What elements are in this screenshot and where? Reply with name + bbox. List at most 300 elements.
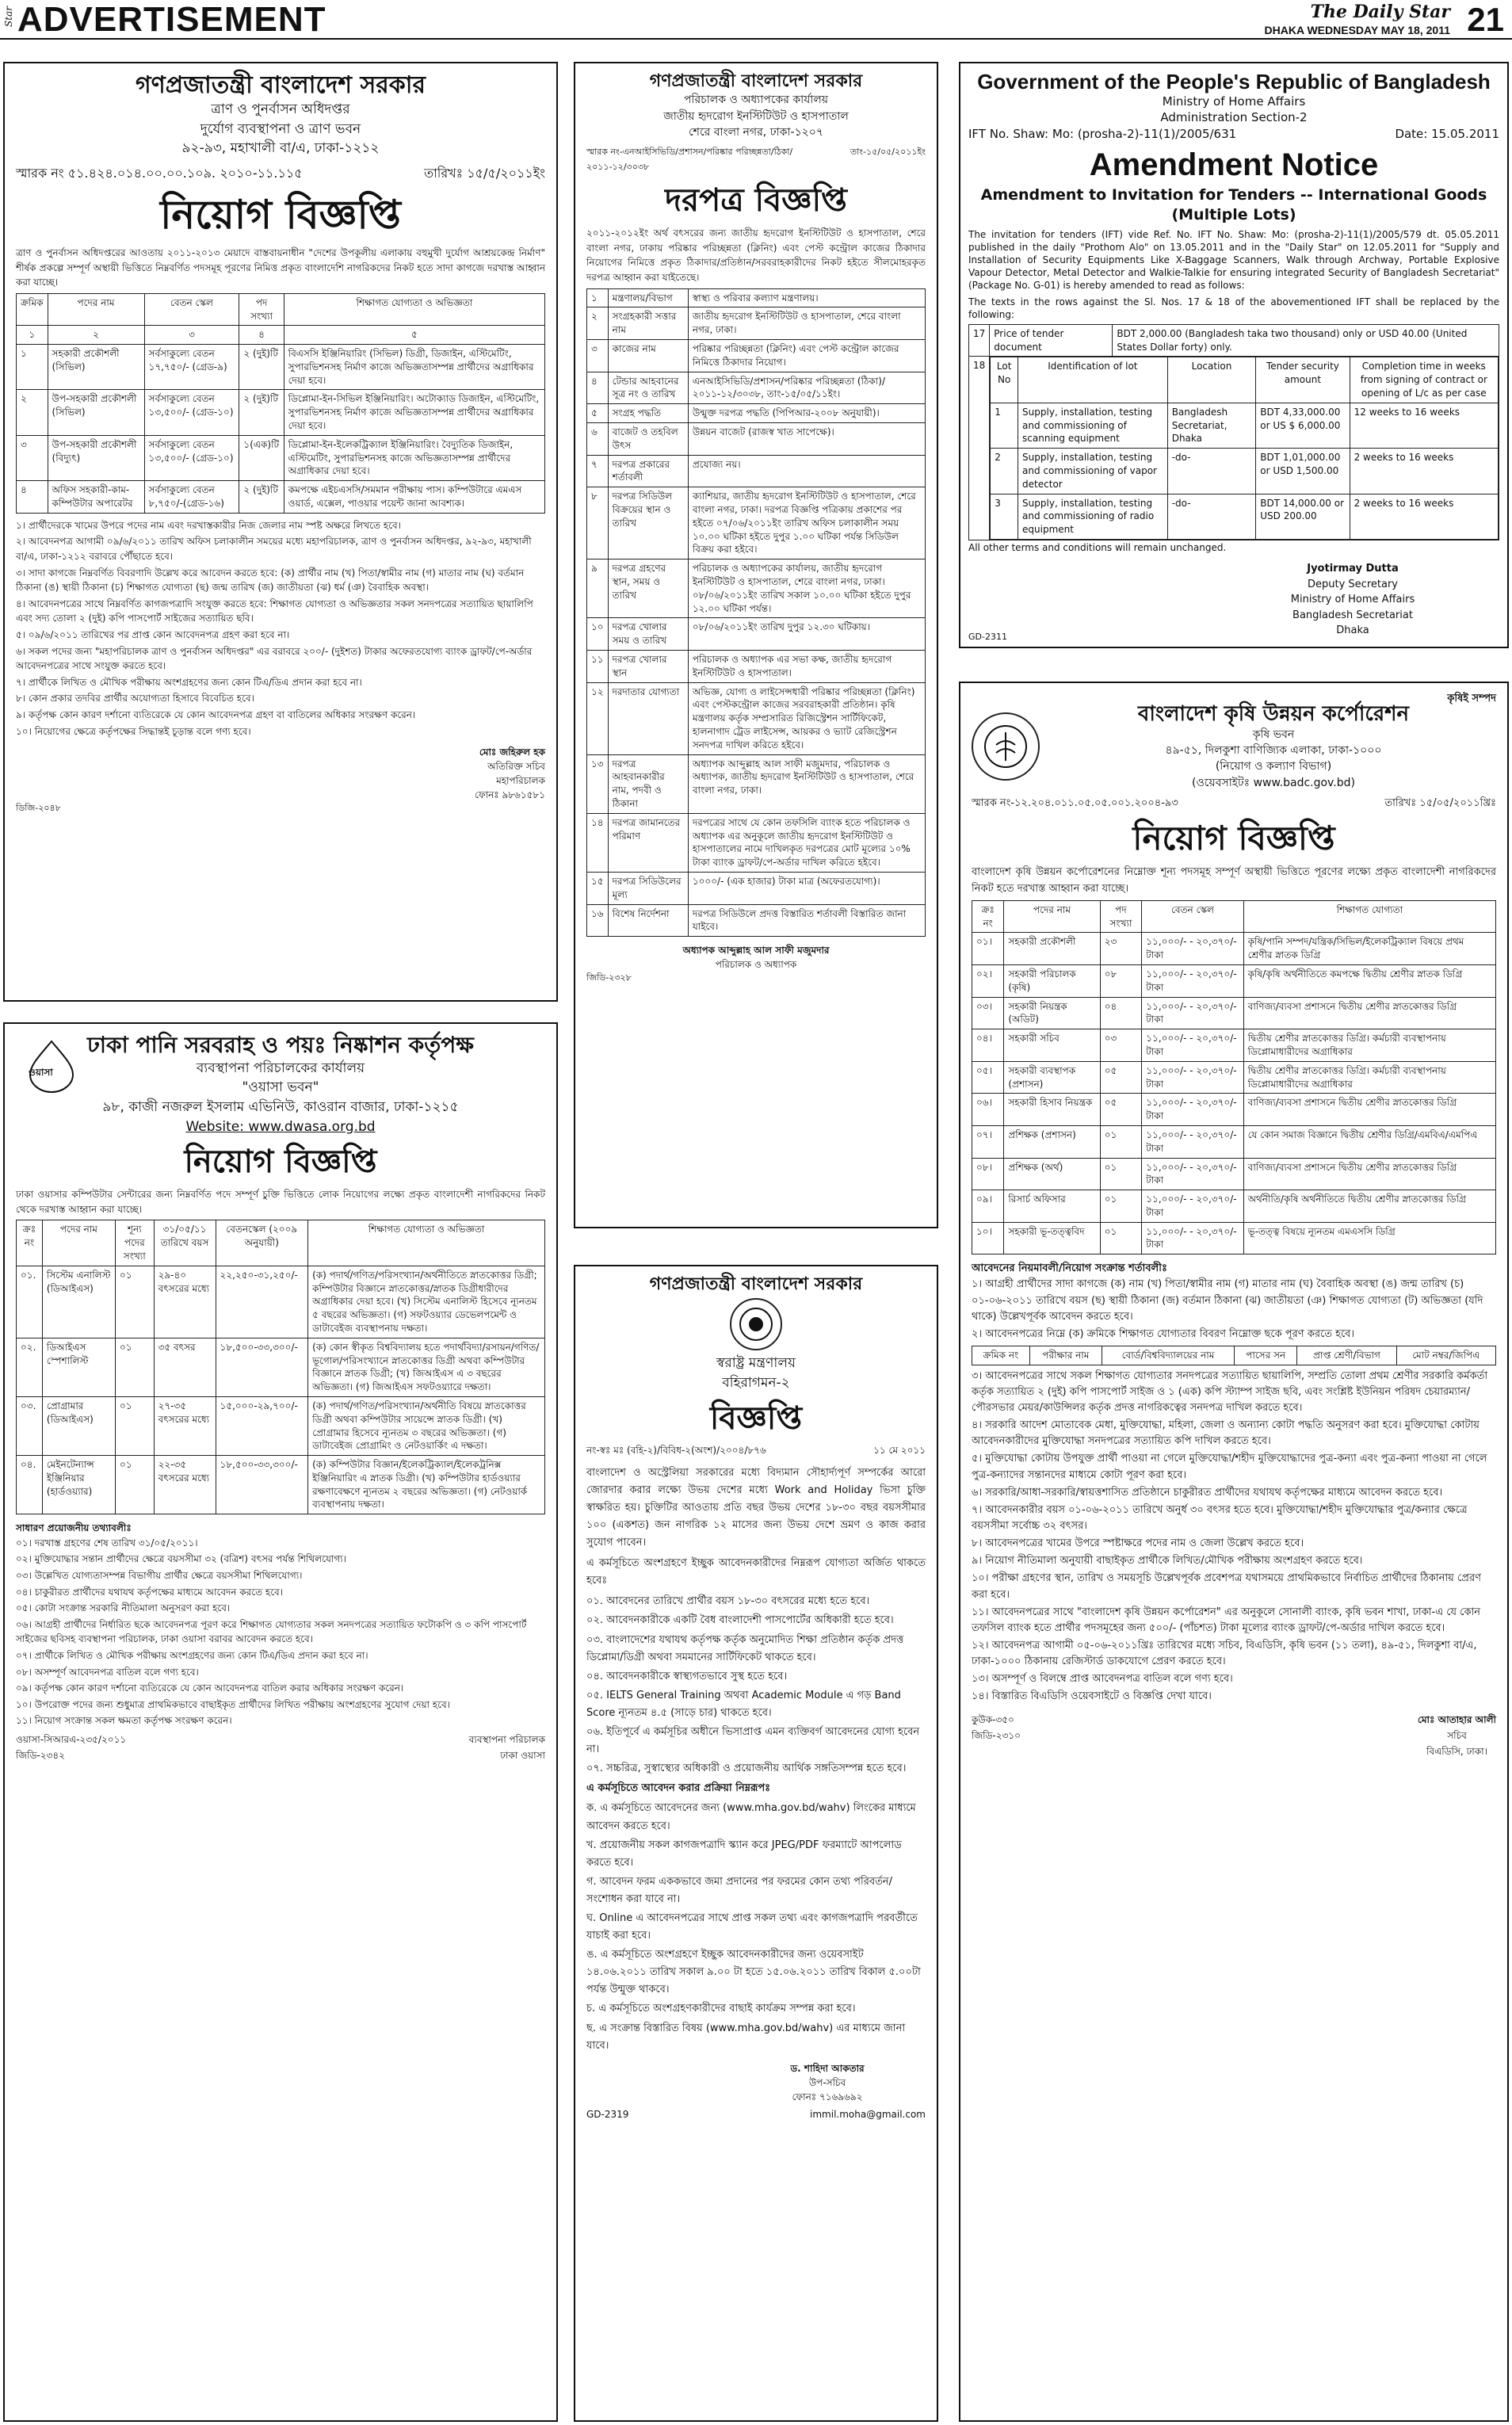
seal-icon <box>738 1306 774 1342</box>
note-item: ৬। সকল পদের জন্য "মহাপরিচালক ত্রাণ ও পুনর্বাসন অধিদপ্তর" এর বরাবরে ২০০/- (দুইশত) টাকার অফেরতযোগ্য ব্যাংক ড্রাফট/পে-অর্ডার আবেদনপত্রের সাথে সংযুক্ত করতে হবে। <box>16 645 533 672</box>
table-row <box>972 1029 1496 1062</box>
table-cell: দরদাতার যোগ্যতা <box>608 682 688 754</box>
column-header: শূন্য পদের সংখ্যা <box>115 1220 154 1266</box>
table-cell: ২২,২৫০-৩১,২৫০/- <box>216 1266 308 1338</box>
column-header: বেতন স্কেল <box>144 293 239 326</box>
condition-item: ৪। সরকারি আদেশ মোতাবেক মেধা, মুক্তিযোদ্ধা, মহিলা, জেলা ও অন্যান্য কোটা পদ্ধতি অনুসরণ করা হবে। মুক্তিযোদ্ধা কোটায় আবেদনকারীদের মুক্তিযোদ্ধা সনদপত্রের সত্যায়িত কপি দাখিল করতে হবে। <box>972 1419 1480 1448</box>
corner-tag: কৃষিই সম্পদ <box>1447 693 1496 705</box>
table-cell: ৩ <box>587 340 609 372</box>
table-cell: সহকারী সচিব <box>1004 1029 1100 1062</box>
column-header: পদ সংখ্যা <box>239 293 284 326</box>
condition-item: ৮। আবেদনপত্রের খামের উপরে স্পষ্টাক্ষরে পদের নাম ও জেলা উল্লেখ করতে হবে। <box>972 1537 1304 1550</box>
table-row <box>972 1094 1496 1126</box>
column-header: ৩১/০৫/১১ তারিখে বয়স <box>154 1220 216 1266</box>
condition-item: ১৪। বিস্তারিত বিএডিসি ওয়েবসাইটে ও বিজ্ঞপ্তি দেখা যাবে। <box>972 1690 1212 1703</box>
table-cell: বাণিজ্য/ব্যবসা প্রশাসনে দ্বিতীয় শ্রেণীর স্নাতকোত্তর ডিগ্রি <box>1243 997 1495 1029</box>
signature-block <box>16 745 545 802</box>
row-label: Price of tender document <box>990 324 1113 357</box>
table-cell: দরপত্র আহবানকারীর নাম, পদবী ও ঠিকানা <box>608 754 688 813</box>
column-number: ২ <box>48 326 144 345</box>
table-cell: ১(এক)টি <box>239 435 284 480</box>
website[interactable]: Website: www.dwasa.org.bd <box>185 1118 376 1135</box>
qualification-item: ০৭. সচ্চরিত্র, সুস্বাস্থ্যের অধিকারী ও প্রয়োজনীয় আর্থিক সঙ্গতিসম্পন্ন হতে হবে। <box>586 1762 907 1775</box>
table-cell: সহকারী ব্যবস্থাপক (প্রশাসন) <box>1004 1061 1100 1094</box>
table-cell: ১ <box>587 288 609 307</box>
table-cell: ০১ <box>115 1338 154 1396</box>
conditions-heading: আবেদনের নিয়মাবলী/নিয়োগ সংক্রান্ত শর্তাবলীঃ <box>972 1262 1167 1275</box>
table-cell: অফিস সহকারী-কাম-কম্পিউটার অপারেটর <box>48 481 144 514</box>
signatory-line: ফোনঃ ৯৮৬১৫৮১ <box>474 789 545 801</box>
table-cell: ০৩. <box>17 1396 43 1455</box>
table-cell: ০১। <box>972 933 1004 965</box>
table-cell: বিএসসি ইঞ্জিনিয়ারিং (সিভিল) ডিগ্রী, ডিজাইন, এস্টিমেটিং, সুপারভিশনসহ নির্মাণ কাজে অভিজ্ঞতাসম্পন্ন প্রার্থীদের অগ্রাধিকার দেয়া হবে। <box>284 345 544 390</box>
memo-no: স্মারক নং ৫১.৪২৪.০১৪.০০.০০.১০৯. ২০১০-১১.১১৫ <box>16 165 303 181</box>
table-cell: ০৫। <box>972 1061 1004 1094</box>
posts-table <box>16 1220 545 1514</box>
signatory-line: Ministry of Home Affairs <box>1290 594 1415 606</box>
table-cell: ০৯। <box>972 1190 1004 1223</box>
table-cell: ক্যাশিয়ার, জাতীয় হৃদরোগ ইনস্টিটিউট ও হাসপাতাল, শেরে বাংলা নগর, ঢাকা। দরপত্র বিজ্ঞপ্তি পত্রিকায় প্রকাশের পর হইতে ০৭/০৬/২০১১ইং তারিখ অফিস চলাকালীন সময় ১০.০০ ঘটিকা হইতে দুপুর ১.০০ ঘটিকা পর্যন্ত সিডিউল বিক্রয় করা হইবে। <box>688 487 925 559</box>
table-cell: সর্বসাকুল্যে বেতন ১৭,৭৫০/- (গ্রেড-৯) <box>144 345 239 390</box>
column-header: Identification of lot <box>1018 357 1168 403</box>
note-item: ৩। সাদা কাগজে নিম্নবর্ণিত বিবরণাদি উল্লেখ করে আবেদন করতে হবে: (ক) প্রার্থীর নাম (খ) পিতা/স্বামীর নাম (গ) মাতার নাম (ঘ) বর্তমান ঠিকানা (ঙ) স্থায়ী ঠিকানা (চ) শিক্ষাগত যোগ্যতা (ছ) জন্ম তারিখ (জ) জাতীয়তা (ঝ) ধর্ম (ঞ) বৈবাহিক অবস্থা। <box>16 567 525 594</box>
table-cell: ০১ <box>1100 1158 1142 1190</box>
signatory-name: মোঃ জহিরুল হক <box>479 747 545 758</box>
info-item: ০৪। চাকুরীরত প্রার্থীদের যথাযথ কর্তৃপক্ষের মাধ্যমে আবেদন করতে হবে। <box>16 1586 284 1598</box>
ad-code: কুউক-৩৫০ <box>972 1713 1014 1725</box>
table-cell: সহকারী প্রকৌশলী <box>1004 933 1100 965</box>
memo-date: তারিখঃ ১৫/৫/২০১১ইং <box>424 165 545 181</box>
table-cell: ১৫,০০০-২৯,৭০০/- <box>216 1396 308 1455</box>
table-cell: পরিষ্কার পরিচ্ছন্নতা (ক্লিনিং) এবং পেস্ট কন্ট্রোল কাজের নিমিত্তে ঠিকাদার নিয়োগ। <box>688 340 925 372</box>
info-item: ০৬। আগ্রহী প্রার্থীদের নির্ধারিত ছকে আবেদনপত্র পূরণ করে শিক্ষাগত যোগ্যতার সকল সনদপত্রের সত্যায়িত ফটোকপি ও ৩ কপি পাসপোর্ট সাইজের ছবিসহ ব্যবস্থাপনা পরিচালক, ঢাকা ওয়াসা বরাবর আবেদন করতে হবে। <box>16 1618 527 1645</box>
ad-address: ৯৮, কাজী নজরুল ইসলাম এভিনিউ, কাওরান বাজার, ঢাকা-১২১৫ <box>102 1098 459 1115</box>
signature-block <box>1418 1713 1496 1761</box>
para-2: এ কর্মসূচিতে অংশগ্রহণে ইচ্ছুক আবেদনকারীদের নিম্নরূপ যোগ্যতা অর্জিত থাকতে হবেঃ <box>586 1557 926 1587</box>
table-cell: প্রোগ্রামার (ডিআইএস) <box>42 1396 115 1455</box>
table-cell: ৭ <box>587 455 609 487</box>
column-header: বেতন স্কেল <box>1142 900 1243 933</box>
table-row <box>17 481 545 514</box>
ad-intro: ত্রাণ ও পুনর্বাসন অধিদপ্তরের আওতায় ২০১১-২০১৩ মেয়াদে বাস্তবায়নাধীন "দেশের উপকূলীয় এলাকায় বহুমুখী দুর্যোগ আশ্রয়কেন্দ্র নির্মাণ" শীর্ষক প্রকল্পে সম্পূর্ণ অস্থায়ী ভিত্তিতে নিম্নবর্ণিত পদসমূহ পূরণের নিমিত্ত প্রকৃত বাংলাদেশি নাগরিকদের নিকট হতে সাদা কাগজে দরখাস্ত আহ্বান করা যাচ্ছে। <box>16 246 545 288</box>
table-cell: ০৮। <box>972 1158 1004 1190</box>
table-cell: ২৯-৪০ বৎসরের মধ্যে <box>154 1266 216 1338</box>
website[interactable]: (ওয়েবসাইটঃ www.badc.gov.bd) <box>1192 776 1355 789</box>
table-cell: ১১,০০০/- - ২০,৩৭০/- টাকা <box>1142 1094 1243 1126</box>
ad-address: ৪৯-৫১, দিলকুশা বাণিজ্যিক এলাকা, ঢাকা-১০০০ <box>1165 743 1382 757</box>
table-row <box>972 933 1496 965</box>
signatory-name: মোঃ আতাহার আলী <box>1417 1713 1496 1725</box>
condition-item: ৬। সরকারি/আধা-সরকারি/স্বায়ত্তশাসিত প্রতিষ্ঠানে চাকুরীরত প্রার্থীদের যথাযথ কর্তৃপক্ষের মাধ্যমে আবেদন করতে হবে। <box>972 1486 1443 1499</box>
table-cell: ১৩ <box>587 754 609 813</box>
info-item: ০৫। কোটা সংক্রান্ত সরকারি নীতিমালা অনুসরণ করা হবে। <box>16 1602 231 1614</box>
signatory-name: Jyotirmay Dutta <box>1307 563 1399 575</box>
table-cell: দরপত্র খোলার স্থান <box>608 650 688 682</box>
column-header: শিক্ষাগত যোগ্যতা ও অভিজ্ঞতা <box>284 293 544 326</box>
table-cell: ১১,০০০/- - ২০,৩৭০/- টাকা <box>1142 1190 1243 1223</box>
table-cell: Supply, installation, testing and commissioning of radio equipment <box>1018 494 1168 539</box>
column-header: পদের নাম <box>48 293 144 326</box>
signature-block <box>729 2061 926 2104</box>
table-cell: ২ <box>17 390 48 435</box>
procedure-item: চ. এ কর্মসূচিতে অংশগ্রহণকারীদের বাছাই কার্যক্রম সম্পন্ন করা হবে। <box>586 2003 856 2015</box>
table-cell: Supply, installation, testing and commissioning of scanning equipment <box>1018 403 1168 448</box>
table-cell: ২ (দুই)টি <box>239 481 284 514</box>
note-item: ১। প্রার্থীদেরকে খামের উপরে পদের নাম এবং দরখাস্তকারীর নিজ জেলার নাম স্পষ্ট অক্ষরে লিখতে হবে। <box>16 519 401 531</box>
table-cell: অধ্যাপক আব্দুল্লাহ আল সাফী মজুমদার, পরিচালক ও অধ্যাপক, জাতীয় হৃদরোগ ইনস্টিটিউট ও হাসপাতাল, শেরে বাংলা নগর, ঢাকা। <box>688 754 925 813</box>
bhaban: "ওয়াসা ভবন" <box>242 1079 319 1096</box>
condition-item: ৯। নিয়োগ নীতিমালা অনুযায়ী বাছাইকৃত প্রার্থীকে লিখিত/মৌখিক পরীক্ষায় অংশগ্রহণ করতে হবে। <box>972 1555 1363 1568</box>
ad-heading: Amendment Notice <box>1089 147 1379 183</box>
condition-item: ১। আগ্রহী প্রার্থীদের সাদা কাগজে (ক) নাম (খ) পিতা/স্বামীর নাম (গ) মাতার নাম (ঘ) বৈবাহিক অবস্থা (ঙ) জন্ম তারিখ (চ) ০১-০৬-২০১১ তারিখে বয়স (ছ) স্থায়ী ঠিকানা (জ) বর্তমান ঠিকানা (ঝ) জাতীয়তা (ঞ) শিক্ষাগত যোগ্যতা (ট) অভিজ্ঞতা (যদি থাকে) উল্লেখপূর্বক আবেদন করতে হবে। <box>972 1278 1483 1323</box>
table-cell: কৃষি/পানি সম্পদ/যন্ত্রিক/সিভিল/ইলেকট্রিক্যাল বিষয়ে প্রথম শ্রেণীর স্নাতক ডিগ্রি <box>1243 933 1495 965</box>
signature-block <box>586 943 926 972</box>
table-cell: ১১,০০০/- - ২০,৩৭০/- টাকা <box>1142 1029 1243 1062</box>
table-cell: ২৩ <box>1100 933 1142 965</box>
table-row <box>972 1222 1496 1255</box>
table-cell: প্রযোজ্য নয়। <box>688 455 925 487</box>
table-row <box>587 559 926 618</box>
procedure-item: ঘ. Online এ আবেদনপত্রের সাথে প্রাপ্ত সকল তথ্য এবং কাগজপত্রাদি পরবর্তীতে যাচাই করা হবে। <box>586 1911 918 1942</box>
table-cell: ০৪ <box>1100 997 1142 1029</box>
signatory-line: পরিচালক ও অধ্যাপক <box>715 959 797 971</box>
column-header: পদ সংখ্যা <box>1100 900 1142 933</box>
table-cell: উপ-সহকারী প্রকৌশলী (বিদ্যুৎ) <box>48 435 144 480</box>
table-row <box>587 904 926 937</box>
table-cell: যে কোন সমাজ বিজ্ঞানে দ্বিতীয় শ্রেণীর ডিগ্রি/এমবিএ/এমপিএ <box>1243 1125 1495 1158</box>
table-cell: ১৮,৫০০-৩৩,৩০০/- <box>216 1456 308 1514</box>
row-no: 18 <box>969 357 990 540</box>
procedure-item: ছ. এ সংক্রান্ত বিস্তারিত বিষয় (www.mha.gov.bd/wahv) এর মাধ্যমে জানা যাবে। <box>586 2022 906 2052</box>
table-cell: ০৮/০৬/২০১১ইং তারিখ দুপুর ১২.৩০ ঘটিকায়। <box>688 618 925 651</box>
table-cell: ৩ <box>17 435 48 480</box>
table-cell: ১০০০/- (এক হাজার) টাকা মাত্র (অফেরতযোগ্য)। <box>688 872 925 904</box>
signatory-line: উপ-সচিব <box>808 2076 846 2088</box>
table-cell: ৩৫ বৎসর <box>154 1338 216 1396</box>
note-item: ২। আবেদনপত্র আগামী ০৯/৬/২০১১ তারিখ অফিস চলাকালীন সময়ের মধ্যে মহাপরিচালক, ত্রাণ ও পুনর্বাসন অধিদপ্তর, ৯২-৯৩, মহাখালী বা/এ, ঢাকা-১২১২ বরাবরে পৌঁছাতে হবে। <box>16 536 532 563</box>
table-cell: ২৭-৩৫ বৎসরের মধ্যে <box>154 1396 216 1455</box>
table-cell: দ্বিতীয় শ্রেণীর স্নাতকোত্তর ডিগ্রি। কর্মচারী ব্যবস্থাপনায় ডিপ্লোমাধারীদের অগ্রাধিকার <box>1243 1061 1495 1094</box>
info-item: ০২। মুক্তিযোদ্ধার সন্তান প্রার্থীদের ক্ষেত্রে বয়সসীমা ৩২ (বত্রিশ) বৎসর পর্যন্ত শিথিলযোগ্য। <box>16 1553 346 1565</box>
ad-dept: ত্রাণ ও পুনর্বাসন অধিদপ্তর <box>211 101 350 117</box>
table-cell: ১১ <box>587 650 609 682</box>
table-cell: (ক) কোন স্বীকৃত বিশ্ববিদ্যালয় হতে পদার্থবিদ্যা/রসায়ন/গণিত/ভূগোল/পরিসংখ্যানে স্নাতকোত্তর ডিগ্রী অথবা কম্পিউটার বিজ্ঞানে স্নাতক ডিগ্রী; (খ) জিআইএস এ ৩ বছরের অভিজ্ঞতা। (গ) জিআইএস সফটওয়্যারে দক্ষতা। <box>308 1338 545 1396</box>
table-cell: (ক) পদার্থ/গণিত/পরিসংখ্যান/অর্থনীতি বিষয়ে স্নাতকোত্তর ডিগ্রী অথবা কম্পিউটার সায়েন্সে স্নাতক ডিগ্রী। (খ) প্রোগ্রামার হিসেবে ন্যূনতম ৩ বছরের অভিজ্ঞতা। (গ) ডাটাবেইজ প্রোগ্রামিং ও নেটওয়ার্কিং এ দক্ষতা। <box>308 1396 545 1455</box>
masthead: The Daily Star <box>1310 2 1450 22</box>
column-header: পরীক্ষার নাম <box>1029 1346 1102 1365</box>
wasa-logo-text: ওয়াসা <box>29 1067 53 1078</box>
table-row <box>587 404 926 423</box>
signatory-line: মহাপরিচালক <box>496 775 545 787</box>
table-cell: ১৮,৫০০-৩৩,৩০০/- <box>216 1338 308 1396</box>
table-cell: ডিআইএস স্পেশালিস্ট <box>42 1338 115 1396</box>
table-row <box>17 435 545 480</box>
signatory-line: সচিব <box>1447 1729 1467 1741</box>
ad-code: GD-2311 <box>968 631 1007 642</box>
table-cell: ১১,০০০/- - ২০,৩৭০/- টাকা <box>1142 1125 1243 1158</box>
condition-item: ১৩। অসম্পূর্ণ ও বিলম্বে প্রাপ্ত আবেদনপত্র বাতিল বলে গণ্য হবে। <box>972 1673 1233 1686</box>
table-cell: সহকারী নিয়ন্ত্রক (অডিট) <box>1004 997 1100 1029</box>
table-cell: পরিচালক ও অধ্যাপক এর সভা কক্ষ, জাতীয় হৃদরোগ ইনস্টিটিউট ও হাসপাতাল। <box>688 650 925 682</box>
amendment-table <box>968 324 1499 540</box>
posts-table <box>972 900 1496 1255</box>
condition-item: ২। আবেদনপত্রের নিম্নে (ক) ক্রমিকে শিক্ষাগত যোগ্যতার বিবরণ নিম্নোক্ত ছকে পূরণ করতে হবে। <box>972 1327 1355 1340</box>
column-header: Lot No <box>991 357 1018 403</box>
table-cell: বাণিজ্য/ব্যবসা প্রশাসনে দ্বিতীয় শ্রেণীর স্নাতকোত্তর ডিগ্রি <box>1243 1158 1495 1190</box>
memo-date: তাং-১৫/০৫/২০১১ইং <box>850 147 926 158</box>
memo-no: স্মারক নং-১২.২০৪.০১১.০৫.০৫.০০১.২০০৪-৯৩ <box>972 796 1178 809</box>
ad-org: বাংলাদেশ কৃষি উন্নয়ন কর্পোরেশন <box>1137 701 1410 726</box>
table-row <box>587 423 926 456</box>
table-cell: ০৫ <box>1100 1094 1142 1126</box>
info-item: ০৭। প্রার্থীকে লিখিত ও মৌখিক পরীক্ষায় অংশগ্রহণের জন্য কোন টিএ/ডিএ প্রদান করা হবে না। <box>16 1650 368 1662</box>
table-row <box>972 964 1496 997</box>
table-cell: ২ (দুই)টি <box>239 390 284 435</box>
table-cell: ০৪. <box>17 1456 43 1514</box>
sig-org: ঢাকা ওয়াসা <box>500 1750 545 1761</box>
procedure-item: ক. এ কর্মসূচিতে আবেদনের জন্য (www.mha.gov.bd/wahv) লিংকের মাধ্যমে আবেদন করতে হবে। <box>586 1802 916 1832</box>
table-row <box>972 1190 1496 1223</box>
table-cell: ১১,০০০/- - ২০,৩৭০/- টাকা <box>1142 964 1243 997</box>
info-item: ১০। উপরোক্ত পদের জন্য শুধুমাত্র প্রাথমিকভাবে বাছাইকৃত প্রার্থীদের লিখিত পরীক্ষায় অংশগ্রহণের সুযোগ দেয়া হবে। <box>16 1698 450 1710</box>
table-row <box>587 813 926 872</box>
signatory-line: বিএডিসি, ঢাকা। <box>1426 1745 1487 1757</box>
table-cell: -do- <box>1167 494 1256 539</box>
section: Administration Section-2 <box>1160 109 1308 124</box>
para-3: এ কর্মসূচিতে আবেদন করার প্রক্রিয়া নিম্নরূপঃ <box>586 1782 771 1795</box>
ad-code-2: জিডি-২৩৪২ <box>16 1750 65 1761</box>
column-header: পাসের সন <box>1234 1346 1296 1365</box>
qualification-item: ০৩. বাংলাদেশের যথাযথ কর্তৃপক্ষ কর্তৃক অনুমোদিত শিক্ষা প্রতিষ্ঠান কর্তৃক প্রদত্ত ডিপ্লোমা/ডিগ্রী অথবা সমমানের সার্টিফিকেট থাকতে হবে। <box>586 1633 904 1663</box>
table-cell: ০১ <box>115 1456 154 1514</box>
memo-no: নং-স্বঃ মঃ (বহি-২)/বিবিধ-২(অংশ)/২০০৪/৮৭৬ <box>586 1444 766 1456</box>
govt-seal <box>730 1298 782 1350</box>
bhaban: কৃষি ভবন <box>1252 728 1295 741</box>
unchanged-note: All other terms and conditions will remain unchanged. <box>968 542 1227 554</box>
ad-badc-recruitment <box>959 682 1509 2422</box>
ad-dhaka-wasa-recruitment <box>3 1022 558 2422</box>
table-cell: ০৩। <box>972 997 1004 1029</box>
table-cell: ০১ <box>1100 1190 1142 1223</box>
table-cell: প্রশিক্ষক (অর্থ) <box>1004 1158 1100 1190</box>
table-row <box>17 1338 545 1396</box>
column-header: শিক্ষাগত যোগ্যতা <box>1243 900 1495 933</box>
ad-heading: নিয়োগ বিজ্ঞপ্তি <box>184 1144 377 1181</box>
table-row <box>17 1456 545 1514</box>
signature-block <box>1206 561 1499 639</box>
section: বহিরাগমন-২ <box>722 1375 790 1392</box>
lot-row <box>991 494 1499 539</box>
ad-code: ডিজি-২০৪৮ <box>16 803 61 814</box>
table-row <box>587 682 926 754</box>
table-cell: 3 <box>991 494 1018 539</box>
contact-email[interactable]: immil.moha@gmail.com <box>810 2108 926 2120</box>
lots-table <box>990 357 1499 540</box>
table-cell: ১১,০০০/- - ২০,৩৭০/- টাকা <box>1142 933 1243 965</box>
ad-body-2: The texts in the rows against the Sl. Nos. 17 & 18 of the abovementioned IFT shall be replaced by the following: <box>968 296 1499 320</box>
table-cell: দরপত্র খোলার সময় ও তারিখ <box>608 618 688 651</box>
row-value: BDT 2,000.00 (Bangladesh taka two thousand) only or USD 40.00 (United States Dollar forty) only. <box>1113 324 1499 357</box>
ad-relief-recruitment <box>3 62 558 1002</box>
table-cell: ৪ <box>587 372 609 404</box>
table-row <box>17 1266 545 1338</box>
ad-heading: বিজ্ঞপ্তি <box>709 1400 803 1437</box>
office: ব্যবস্থাপনা পরিচালকের কার্যালয় <box>196 1060 365 1076</box>
table-cell: ২ (দুই)টি <box>239 345 284 390</box>
note-item: ৫। ০৯/৬/২০১১ তারিখের পর প্রাপ্ত কোন আবেদনপত্র গ্রহণ করা হবে না। <box>16 629 290 641</box>
table-cell: সিস্টেম এনালিস্ট (ডিআইএস) <box>42 1266 115 1338</box>
table-cell: Supply, installation, testing and commissioning of vapor detector <box>1018 449 1168 494</box>
table-cell: BDT 14,000.00 or USD 200.00 <box>1256 494 1350 539</box>
ad-title: Government of the People's Republic of Bangladesh <box>977 70 1491 94</box>
table-cell: বাণিজ্য/ব্যবসা প্রশাসনে দ্বিতীয় শ্রেণীর স্নাতকোত্তর ডিগ্রি <box>1243 1094 1495 1126</box>
ad-title: গণপ্রজাতন্ত্রী বাংলাদেশ সরকার <box>136 71 426 99</box>
memo-date: ১১ মে ২০১১ <box>873 1444 926 1456</box>
table-cell: 1 <box>991 403 1018 448</box>
signatory-line: Bangladesh Secretariat <box>1292 609 1413 621</box>
table-cell: ৫ <box>587 404 609 423</box>
condition-item: ১২। আবেদনপত্র আগামী ০৫-০৬-২০১১খ্রিঃ তারিখের মধ্যে সচিব, বিএডিসি, কৃষি ভবন (১১ তলা), ৪৯-৫১, দিলকুশা বা/এ, ঢাকা-১০০০ ঠিকানায় রেজিস্টার্ড ডাকযোগে প্রেরণ করতে হবে। <box>972 1640 1477 1668</box>
procedure-item: খ. প্রয়োজনীয় সকল কাগজপত্রাদি স্ক্যান করে JPEG/PDF ফরম্যাটে আপলোড করতে হবে। <box>586 1839 902 1869</box>
column-header: Location <box>1167 357 1256 403</box>
table-cell: ২২-৩৫ বৎসরের মধ্যে <box>154 1456 216 1514</box>
table-cell: সংগ্রহ পদ্ধতি <box>608 404 688 423</box>
general-info-list <box>16 1536 545 1728</box>
table-cell: এনআইসিভিডি/প্রশাসন/পরিষ্কার পরিচ্ছন্নতা (ঠিকা)/২০১১-১২/৩০৩৮, তাং-১৫/০৫/১১ইং। <box>688 372 925 404</box>
column-header: ক্রঃ নং <box>17 1220 43 1266</box>
table-cell: স্বাস্থ্য ও পরিবার কল্যাণ মন্ত্রণালয়। <box>688 288 925 307</box>
column-number: ১ <box>17 326 48 345</box>
ift-no: IFT No. Shaw: Mo: (prosha-2)-11(1)/2005/631 <box>968 127 1237 142</box>
column-header: Tender security amount <box>1256 357 1350 403</box>
table-cell: -do- <box>1167 449 1256 494</box>
procedure-item: গ. আবেদন ফরম এককভাবে জমা প্রদানের পর ফরমের কোন তথ্য পরিবর্তন/সংশোধন করা যাবে না। <box>586 1875 892 1905</box>
table-cell: ০৬। <box>972 1094 1004 1126</box>
table-cell: 2 weeks to 16 weeks <box>1350 494 1498 539</box>
ad-code-2: জিডি-২৩১০ <box>972 1729 1021 1741</box>
table-cell: দরপত্র প্রকারের শর্তাবলী <box>608 455 688 487</box>
table-cell: ভূ-তত্ত্ব বিষয়ে ন্যূনতম এমএসসি ডিগ্রি <box>1243 1222 1495 1255</box>
table-cell: ০৮ <box>1100 964 1142 997</box>
qualification-item: ০৫. IELTS General Training অথবা Academic Module এ গড় Band Score ন্যূনতম ৪.৫ (সাড়ে চার) থাকতে হবে। <box>586 1689 901 1719</box>
condition-item: ১১। আবেদনপত্রের সাথে "বাংলাদেশ কৃষি উন্নয়ন কর্পোরেশন" এর অনুকূলে সোনালী ব্যাংক, কৃষি ভবন শাখা, ঢাকা-এ যে কোন তফসিল ব্যাংক হতে প্রার্থীর পদসমূহের জন্য ৫০০/- (পাঁচশত) টাকা মূল্যের ব্যাংক ড্রাফট/পে-অর্ডার দাখিল করতে হবে। <box>972 1606 1481 1634</box>
table-row <box>587 872 926 904</box>
table-cell: কৃষি/কৃষি অর্থনীতিতে কমপক্ষে দ্বিতীয় শ্রেণীর স্নাতক ডিগ্রি <box>1243 964 1495 997</box>
info-item: ০৩। উল্লেখিত যোগ্যতাসম্পন্ন বিভাগীয় প্রার্থীর ক্ষেত্রে বয়সসীমা শিথিলযোগ্য। <box>16 1570 303 1582</box>
table-cell: বিশেষ নির্দেশনা <box>608 904 688 937</box>
table-cell: দ্বিতীয় শ্রেণীর স্নাতকোত্তর ডিগ্রি। কর্মচারী ব্যবস্থাপনায় ডিপ্লোমাধারীদের অগ্রাধিকার <box>1243 1029 1495 1062</box>
issue-date: DHAKA WEDNESDAY MAY 18, 2011 <box>1264 24 1450 36</box>
table-cell: ০৩ <box>1100 1029 1142 1062</box>
ad-org: ঢাকা পানি সরবরাহ ও পয়ঃ নিষ্কাশন কর্তৃপক্ষ <box>87 1032 474 1058</box>
table-row <box>587 455 926 487</box>
ad-heading: দরপত্র বিজ্ঞপ্তি <box>665 182 847 220</box>
table-cell: ১৪ <box>587 813 609 872</box>
table-cell: ১৬ <box>587 904 609 937</box>
ad-code: জিডি-২৩২৮ <box>586 972 632 983</box>
table-cell: সহকারী হিসাব নিয়ন্ত্রক <box>1004 1094 1100 1126</box>
ad-sub: দুর্যোগ ব্যবস্থাপনা ও ত্রাণ ভবন <box>200 120 361 137</box>
conditions-list-2 <box>972 1369 1496 1705</box>
table-cell: (ক) পদার্থ/গণিত/পরিসংখ্যান/অর্থনীতিতে স্নাতকোত্তর ডিগ্রী; কম্পিউটার বিজ্ঞানে স্নাতকোত্তর/স্নাতক ডিগ্রীধারীদের অগ্রাধিকার দেয়া হবে। (খ) সিস্টেম এনালিস্ট হিসেবে ন্যূনতম ৫ বছরের অভিজ্ঞতা। (গ) সফটওয়্যার ডেভেলপমেন্ট ও ডাটাবেইজ ব্যবস্থাপনায় দক্ষতা। <box>308 1266 545 1338</box>
conditions-list <box>972 1277 1496 1342</box>
table-cell: উন্মুক্ত দরপত্র পদ্ধতি (পিপিআর-২০০৮ অনুযায়ী)। <box>688 404 925 423</box>
table-cell: দরপত্র সিডিউলে প্রদত্ত বিস্তারিত শর্তাবলী বিস্তারিত জানা যাইবে। <box>688 904 925 937</box>
column-header: মোট নম্বর/জিপিএ <box>1396 1346 1495 1365</box>
info-item: ০১। দরখাস্ত গ্রহণের শেষ তারিখ ৩১/০৫/২০১১। <box>16 1537 198 1549</box>
table-row <box>972 1125 1496 1158</box>
qualification-item: ০৪. আবেদনকারীকে স্বাস্থ্যগতভাবে সুস্থ হতে হবে। <box>586 1670 788 1682</box>
table-row <box>17 345 545 390</box>
condition-item: ৭। আবেদনকারীর বয়স ০১-০৬-২০১১ তারিখে অনুর্ধ ৩০ বৎসর হতে হবে। মুক্তিযোদ্ধা/শহীদ মুক্তিযোদ্ধার পুত্র/কন্যার ক্ষেত্রে বয়সসীমা সর্বোচ্চ ৩২ বৎসর। <box>972 1503 1468 1533</box>
signatory-line: Dhaka <box>1336 624 1369 637</box>
row-no: 17 <box>969 324 990 357</box>
table-cell: দরপত্র গ্রহণের স্থান, সময় ও তারিখ <box>608 559 688 618</box>
signatory-name: অধ্যাপক আব্দুল্লাহ আল সাফী মজুমদার <box>682 945 830 957</box>
table-cell: ৮ <box>587 487 609 559</box>
ad-intro: ঢাকা ওয়াসার কম্পিউটার সেন্টারের জন্য নিম্নবর্ণিত পদে সম্পূর্ণ চুক্তি ভিত্তিতে লোক নিয়োগের লক্ষ্যে প্রকৃত বাংলাদেশী নাগরিকদের নিকট থেকে দরখাস্ত আহ্বান করা যাচ্ছে। <box>16 1189 545 1215</box>
table-cell: মেইনটেন্যান্স ইঞ্জিনিয়ার (হার্ডওয়্যার) <box>42 1456 115 1514</box>
column-number: ৩ <box>144 326 239 345</box>
table-cell: ০১ <box>115 1396 154 1455</box>
sig-title: ব্যবস্থাপনা পরিচালক <box>468 1734 545 1745</box>
table-cell: 2 <box>991 449 1018 494</box>
ad-address: শেরে বাংলা নগর, ঢাকা-১২০৭ <box>689 125 823 139</box>
table-cell: ৪ <box>17 481 48 514</box>
table-cell: সর্বসাকুল্যে বেতন ৮,৭৫০/-(গ্রেড-১৬) <box>144 481 239 514</box>
note-item: ৯। কর্তৃপক্ষ কোন কারণ দর্শানো ব্যতিরেকে যে কোন আবেদনপত্র গ্রহণ বা বাতিলের অধিকার সংরক্ষণ করেন। <box>16 708 416 720</box>
table-cell: বাজেট ও তহবিল উৎস <box>608 423 688 456</box>
table-row <box>17 1396 545 1455</box>
table-cell: উপ-সহকারী প্রকৌশলী (সিভিল) <box>48 390 144 435</box>
procedure-item: ঙ. এ কর্মসূচিতে অংশগ্রহণে ইচ্ছুক আবেদনকারীদের জন্য ওয়েবসাইট ১৪.০৬.২০১১ তারিখ সকাল ৯.০০ টা হতে ১৫.০৬.২০১১ তারিখ বিকাল ৫.০০টা পর্যন্ত উন্মুক্ত থাকবে। <box>586 1949 921 1996</box>
column-header: বোর্ড/বিশ্ববিদ্যালয়ের নাম <box>1102 1346 1235 1365</box>
ad-subheading: Amendment to Invitation for Tenders -- International Goods (Multiple Lots) <box>980 186 1487 223</box>
table-cell: ১১,০০০/- - ২০,৩৭০/- টাকা <box>1142 1158 1243 1190</box>
qualification-item: ০১. আবেদনের তারিখে প্রার্থীর বয়স ১৮-৩০ বৎসরের মধ্যে হতে হবে। <box>586 1595 870 1608</box>
memo-no: স্মারক নং-এনআইসিভিডি/প্রশাসন/পরিষ্কার পরিচ্ছন্নতা/ঠিকা/২০১১-১২/৩০৩৮ <box>586 147 793 173</box>
ad-heading: নিয়োগ বিজ্ঞপ্তি <box>160 191 401 238</box>
ad-sub: জাতীয় হৃদরোগ ইনস্টিটিউট ও হাসপাতাল <box>663 109 849 123</box>
table-row <box>17 390 545 435</box>
table-cell: ০২. <box>17 1338 43 1396</box>
table-row <box>587 487 926 559</box>
signatory-line: Deputy Secretary <box>1308 578 1398 590</box>
condition-item: ১০। পরীক্ষা গ্রহণের স্থান, তারিখ ও সময়সূচি উল্লেখপূর্বক প্রবেশপত্র যথাসময়ে প্রাথমিকভাবে নির্বাচিত প্রার্থীদের ঠিকানায় প্রেরণ করা হবে। <box>972 1572 1481 1601</box>
table-cell: BDT 4,33,000.00 or US $ 6,000.00 <box>1256 403 1350 448</box>
column-header: বেতনস্কেল (২০০৯ অনুযায়ী) <box>216 1220 308 1266</box>
table-cell: ১৫ <box>587 872 609 904</box>
column-header: প্রাপ্ত শ্রেণী/বিভাগ <box>1297 1346 1396 1365</box>
table-cell: ২ <box>587 307 609 340</box>
table-cell: ১ <box>17 345 48 390</box>
page-header <box>0 0 1512 40</box>
signatory-line: অতিরিক্ত সচিব <box>487 761 545 773</box>
qualification-item: ০২. আবেদনকারীকে একটি বৈধ বাংলাদেশী পাসপোর্টের অধিকারী হতে হবে। <box>586 1614 894 1627</box>
memo-date: তারিখঃ ১৫/০৫/২০১১খ্রিঃ <box>1384 796 1496 809</box>
posts-table <box>16 293 545 514</box>
table-cell: দরপত্র জামানতের পরিমাণ <box>608 813 688 872</box>
table-cell: (ক) কম্পিউটার বিজ্ঞান/ইলেকট্রিক্যাল/ইলেকট্রনিক্স ইঞ্জিনিয়ারিং এ স্নাতক ডিগ্রী। (খ) কম্পিউটার হার্ডওয়্যার রক্ষণাবেক্ষণে ন্যূনতম ২ বছরের অভিজ্ঞতা। (গ) নেটওয়ার্ক ব্যবস্থাপনায় দক্ষতা। <box>308 1456 545 1514</box>
page-number: 21 <box>1467 1 1504 38</box>
table-row <box>587 618 926 651</box>
table-cell: ১১,০০০/- - ২০,৩৭০/- টাকা <box>1142 997 1243 1029</box>
ad-address: ৯২-৯৩, মহাখালী বা/এ, ঢাকা-১২১২ <box>181 140 380 157</box>
table-cell: প্রশিক্ষক (প্রশাসন) <box>1004 1125 1100 1158</box>
ad-code: GD-2319 <box>586 2108 629 2120</box>
column-header: পদের নাম <box>42 1220 115 1266</box>
table-row <box>587 372 926 404</box>
